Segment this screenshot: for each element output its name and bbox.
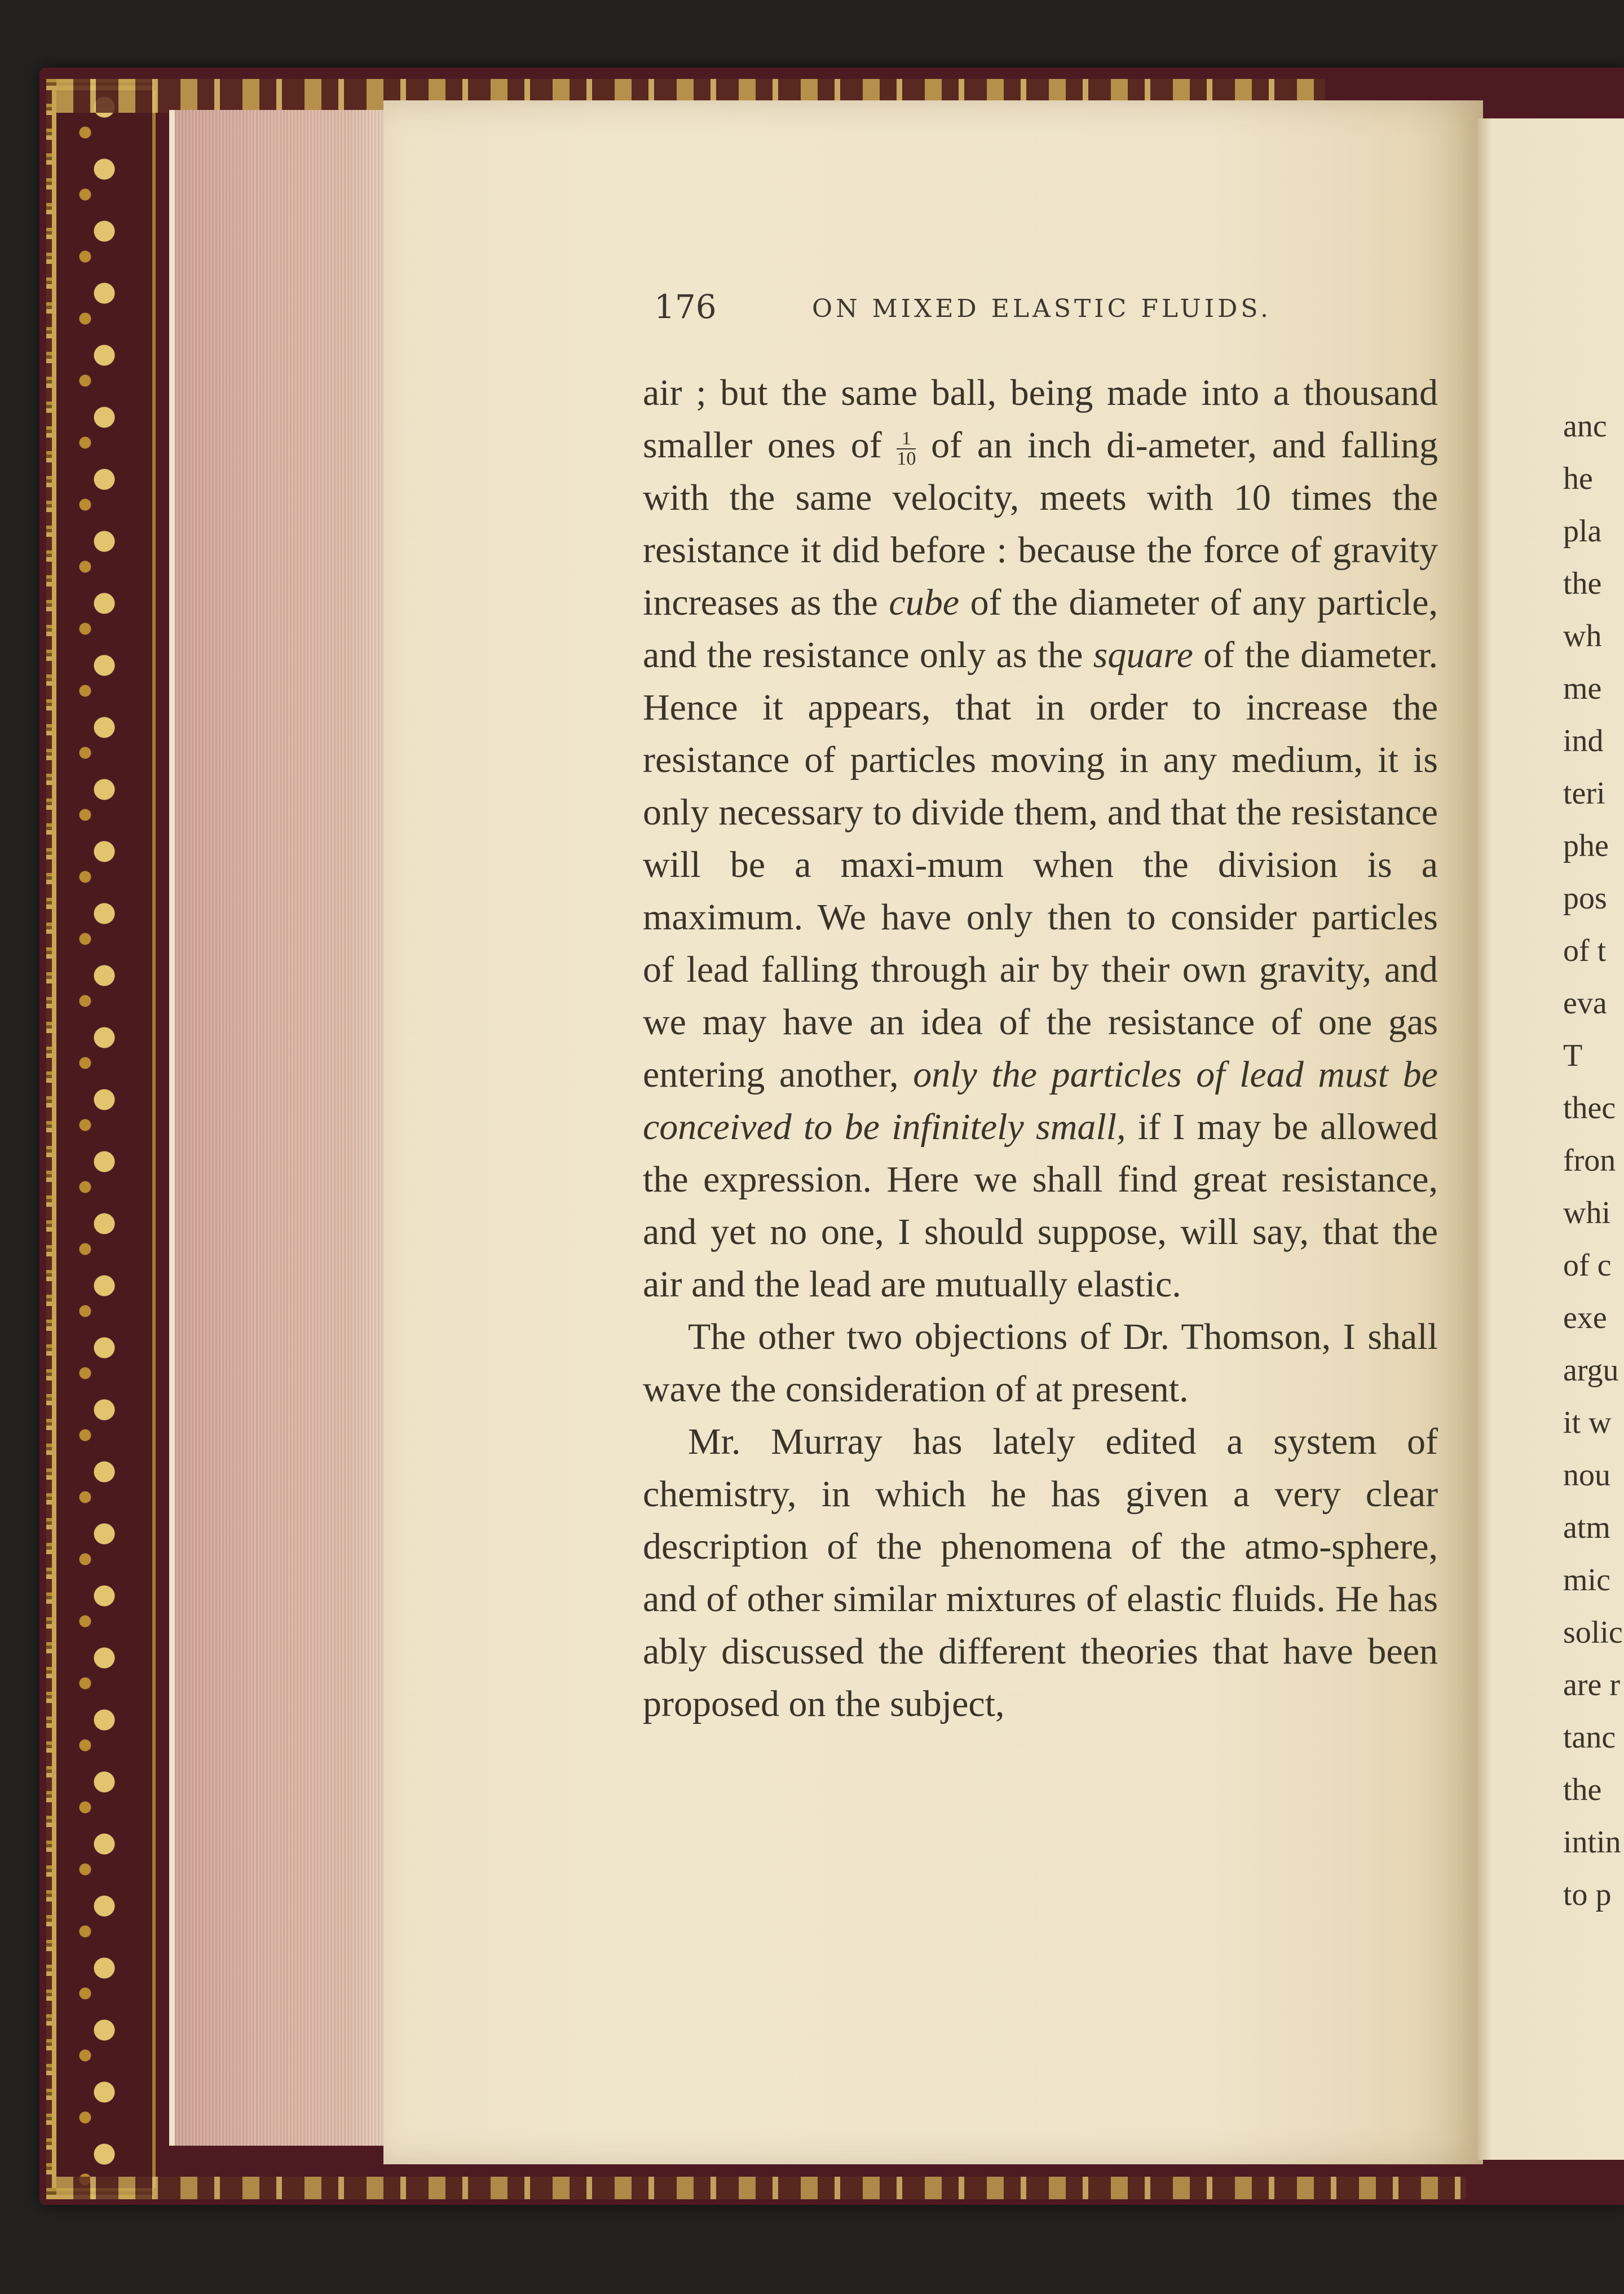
page-header xyxy=(654,288,1444,338)
facing-page-line: solic xyxy=(1563,1615,1623,1650)
facing-page-line: me xyxy=(1563,671,1602,706)
facing-page-line: eva xyxy=(1563,986,1607,1021)
facing-page-line: the xyxy=(1563,1772,1602,1807)
facing-page-line: it w xyxy=(1563,1405,1612,1440)
page-fore-edge xyxy=(169,110,389,2146)
facing-page-line: whi xyxy=(1563,1195,1610,1230)
fraction: $\frac{1}{10}$ xyxy=(897,427,916,469)
facing-page-line: intin xyxy=(1563,1825,1621,1860)
paragraph-1: air ; but the same ball, being made into a thousand smaller ones of $\frac{1}{10}$ of an inch di-ameter, and falling with the same velocity, meets with 10 times the resistance it did before : because the force of gravity increases as the cube of the diameter of any particle, and the resistance only as the square of the diameter. Hence it appears, that in order to increase the resistance of particles moving in any medium, it is only necessary to divide them, and that the resistance will be a maxi-mum when the division is a maximum. We have only then to consider particles of lead falling through air by their own gravity, and we may have an idea of the resistance of one gas entering another, only the particles of lead must be conceived to be infinitely small, if I may be allowed the expression. Here we shall find great resistance, and yet no one, I should suppose, will say, that the air and the lead are mutually elastic. xyxy=(643,372,1438,1305)
facing-page-line: phe xyxy=(1563,828,1609,863)
facing-page-line: are r xyxy=(1563,1667,1621,1702)
facing-page-text xyxy=(1563,400,1624,1921)
facing-page-line: ind xyxy=(1563,724,1604,758)
facing-page-line: argu xyxy=(1563,1353,1619,1388)
facing-page-line: he xyxy=(1563,461,1593,496)
facing-page-line: to p xyxy=(1563,1877,1612,1912)
paragraph-3: Mr. Murray has lately edited a system of chemistry, in which he has given a very clear description of the phenomena of the atmo-sphere, and of other similar mixtures of elastic fluids. He has ably discussed the different theories that have been proposed on the subject, xyxy=(643,1421,1438,1724)
gilt-border-bottom xyxy=(56,2177,1466,2199)
facing-page-line: atm xyxy=(1563,1510,1610,1545)
facing-page-line: teri xyxy=(1563,776,1605,811)
running-head: ON MIXED ELASTIC FLUIDS. xyxy=(812,294,1272,323)
facing-page-line: thec xyxy=(1563,1091,1616,1126)
facing-page-line: fron xyxy=(1563,1143,1616,1178)
facing-page-line: T xyxy=(1563,1038,1583,1073)
facing-page-line: exe xyxy=(1563,1300,1607,1335)
facing-page-line: the xyxy=(1563,566,1602,601)
facing-page-line: anc xyxy=(1563,409,1607,444)
body-text xyxy=(643,367,1438,1730)
facing-page-line: pla xyxy=(1563,514,1602,549)
facing-page-line: of c xyxy=(1563,1248,1612,1283)
facing-page-line: pos xyxy=(1563,881,1607,916)
paragraph-2: The other two objections of Dr. Thomson, I shall wave the consideration of at present. xyxy=(643,1316,1438,1410)
facing-page-line: wh xyxy=(1563,619,1602,654)
facing-page-line: of t xyxy=(1563,933,1607,968)
facing-page-line: nou xyxy=(1563,1458,1610,1493)
gilt-vine-ornament xyxy=(52,90,156,2188)
facing-page-line: mic xyxy=(1563,1563,1610,1598)
page-number: 176 xyxy=(654,288,717,326)
facing-page-line: tanc xyxy=(1563,1720,1616,1755)
